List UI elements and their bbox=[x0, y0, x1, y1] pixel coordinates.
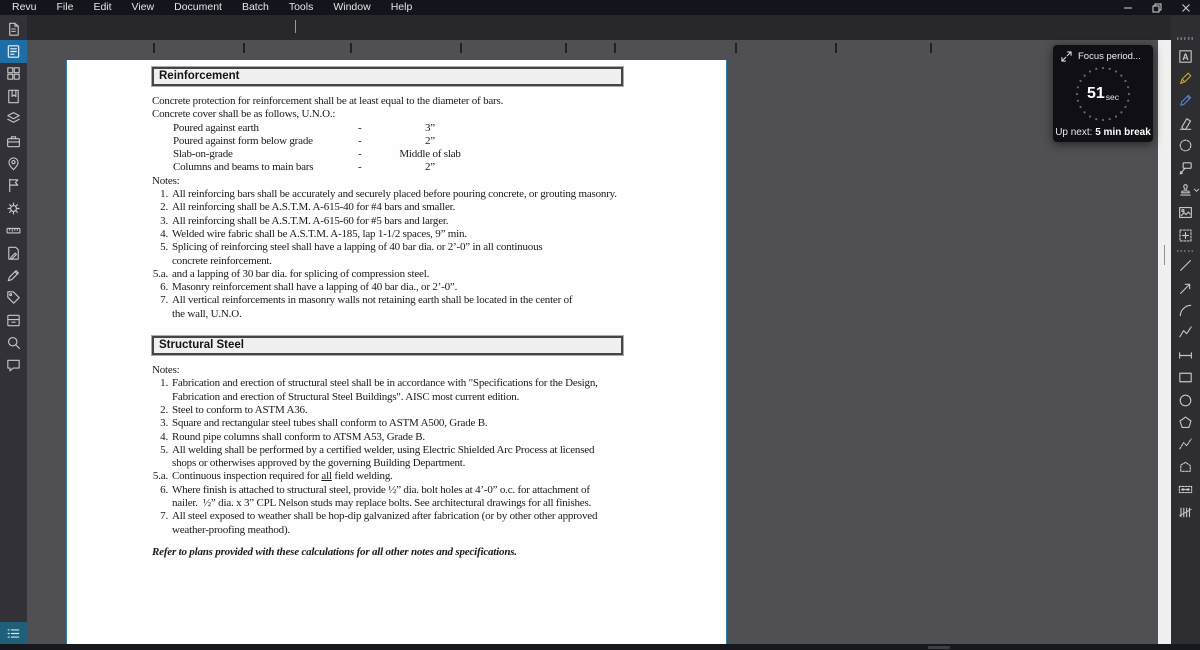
cover-label: Poured against earth bbox=[173, 121, 259, 134]
panels-grid[interactable] bbox=[0, 63, 27, 85]
cloud-icon bbox=[1177, 137, 1194, 154]
snapshot-icon bbox=[1177, 227, 1194, 244]
cover-value: Middle of slab bbox=[399, 148, 461, 161]
document-content bbox=[67, 60, 726, 644]
note-line: Masonry reinforcement shall have a lapping of 40 bar dia., or 2’-0”. bbox=[172, 281, 458, 294]
note-line: Fabrication and erection of structural steel shall be in accordance with "Specifications for the Design, bbox=[172, 377, 598, 390]
focus-timer-dial bbox=[1072, 63, 1134, 125]
stamp-tool[interactable] bbox=[1171, 179, 1200, 201]
eraser-icon bbox=[1177, 115, 1194, 132]
markups-edit-icon bbox=[5, 245, 22, 262]
markup-toolbar bbox=[1171, 15, 1200, 644]
signature-icon bbox=[5, 267, 22, 284]
flag-icon bbox=[5, 177, 22, 194]
note-text bbox=[172, 281, 457, 294]
arc-tool[interactable] bbox=[1171, 299, 1200, 321]
stamp-icon bbox=[1177, 182, 1194, 199]
note-line: All reinforcing bars shall be accurately and securely placed before pouring concrete, or grouting masonry. bbox=[172, 188, 617, 201]
spaces-panel[interactable] bbox=[0, 152, 27, 174]
note-number: 1. bbox=[160, 377, 168, 390]
note-number: 4. bbox=[160, 430, 168, 443]
pen-tool[interactable] bbox=[1171, 90, 1200, 112]
note-number: 4. bbox=[160, 227, 168, 240]
bookmarks-panel[interactable] bbox=[0, 85, 27, 107]
arrow-tool[interactable] bbox=[1171, 277, 1200, 299]
diameter-icon bbox=[1177, 481, 1194, 498]
cover-value: 2” bbox=[425, 134, 435, 147]
note-number: 7. bbox=[160, 294, 168, 307]
document-canvas bbox=[27, 40, 1158, 644]
callout-icon bbox=[1177, 160, 1194, 177]
menu-item-tools[interactable]: Tools bbox=[288, 1, 314, 13]
file-icon bbox=[5, 21, 22, 38]
note-text bbox=[172, 404, 307, 417]
note-item bbox=[67, 377, 726, 404]
chat-icon bbox=[5, 357, 22, 374]
ruler-tick bbox=[350, 43, 352, 53]
note-line: All welding shall be performed by a certified welder, using Electric Shielded Arc Process at licensed bbox=[172, 443, 595, 456]
perimeter-measure-tool[interactable] bbox=[1171, 434, 1200, 456]
toolchest-icon bbox=[5, 133, 22, 150]
tool-chest-panel[interactable] bbox=[0, 130, 27, 152]
callout-tool[interactable] bbox=[1171, 157, 1200, 179]
status-bar bbox=[0, 644, 1200, 650]
note-text bbox=[172, 188, 617, 201]
note-number: 6. bbox=[160, 281, 168, 294]
timer-readout bbox=[1072, 63, 1134, 125]
ellipse-tool[interactable] bbox=[1171, 389, 1200, 411]
note-item bbox=[67, 268, 726, 281]
focus-timer-widget[interactable] bbox=[1053, 45, 1153, 142]
ruler-tick bbox=[614, 43, 616, 53]
note-text bbox=[172, 484, 591, 511]
note-line: All reinforcing shall be A.S.T.M. A-615-60 for #5 bars and larger. bbox=[172, 214, 449, 227]
cover-separator: - bbox=[358, 134, 362, 147]
note-line: Continuous inspection required for all field welding. bbox=[172, 470, 393, 483]
left-sidebar bbox=[0, 15, 27, 644]
note-line: Welded wire fabric shall be A.S.T.M. A-185, lap 1-1/2 spaces, 9” min. bbox=[172, 227, 467, 240]
ruler-icon bbox=[5, 222, 22, 239]
note-item bbox=[67, 444, 726, 471]
menu-item-edit[interactable]: Edit bbox=[93, 1, 112, 13]
search-icon bbox=[5, 334, 22, 351]
notes-label: Notes: bbox=[152, 364, 180, 377]
perimeter-icon bbox=[1177, 436, 1194, 453]
markup-summary-panel[interactable] bbox=[0, 242, 27, 264]
count-icon bbox=[1177, 504, 1194, 521]
layers-icon bbox=[5, 110, 22, 127]
cover-table-row bbox=[173, 148, 726, 161]
note-item bbox=[67, 294, 726, 321]
section-heading: Reinforcement bbox=[152, 67, 623, 86]
note-number: 2. bbox=[160, 403, 168, 416]
note-number: 5. bbox=[160, 241, 168, 254]
note-text bbox=[172, 215, 448, 228]
tab-bar-divider bbox=[295, 20, 296, 33]
menu-item-file[interactable]: File bbox=[56, 1, 74, 13]
note-text bbox=[172, 294, 572, 321]
studio-chat-panel[interactable] bbox=[0, 354, 27, 376]
focus-up-next bbox=[1053, 127, 1153, 138]
expand-icon[interactable] bbox=[1061, 51, 1072, 62]
note-item bbox=[67, 417, 726, 430]
text-icon bbox=[1177, 48, 1194, 65]
polygon-icon bbox=[1177, 414, 1194, 431]
note-text bbox=[172, 201, 455, 214]
note-item bbox=[67, 470, 726, 483]
layers-panel[interactable] bbox=[0, 108, 27, 130]
paragraph-line: Concrete cover shall be as follows, U.N.O.: bbox=[152, 108, 336, 121]
note-text bbox=[172, 268, 429, 281]
length-icon bbox=[1177, 347, 1194, 364]
toolbar-drag-handle[interactable] bbox=[1177, 37, 1195, 40]
window-controls bbox=[1113, 0, 1200, 15]
tab-bar bbox=[27, 15, 1171, 40]
note-item bbox=[67, 228, 726, 241]
note-line: All steel exposed to weather shall be hop-dip galvanized after fabrication (or by other other approved bbox=[172, 510, 598, 523]
chevron-down-icon bbox=[1193, 188, 1200, 193]
note-line: concrete reinforcement. bbox=[172, 254, 272, 267]
signatures-panel[interactable] bbox=[0, 264, 27, 286]
menu-item-window[interactable]: Window bbox=[333, 1, 371, 13]
note-item bbox=[67, 201, 726, 214]
ruler-tick bbox=[460, 43, 462, 53]
cloud-tool[interactable] bbox=[1171, 135, 1200, 157]
rectangle-icon bbox=[1177, 369, 1194, 386]
note-line: Square and rectangular steel tubes shall conform to ASTM A500, Grade B. bbox=[172, 417, 488, 430]
note-line: All reinforcing shall be A.S.T.M. A-615-40 for #4 bars and smaller. bbox=[172, 201, 456, 214]
thumbnails-icon bbox=[5, 43, 22, 60]
properties-panel[interactable] bbox=[0, 197, 27, 219]
note-item bbox=[67, 188, 726, 201]
cover-label: Columns and beams to main bars bbox=[173, 161, 314, 174]
up-next-value: 5 min break bbox=[1095, 127, 1151, 138]
note-number: 2. bbox=[160, 201, 168, 214]
grid-icon bbox=[5, 65, 22, 82]
note-text bbox=[172, 417, 487, 430]
note-line: nailer. ½” dia. x 3” CPL Nelson studs may replace bolts. See architectural drawings for all finishes. bbox=[172, 497, 592, 510]
menu-item-document[interactable]: Document bbox=[174, 1, 222, 13]
note-text bbox=[172, 377, 598, 404]
note-text bbox=[172, 510, 597, 537]
note-line: shops or otherwises approved by the governing Building Department. bbox=[172, 457, 466, 470]
file-access-panel[interactable] bbox=[0, 18, 27, 40]
note-text bbox=[172, 241, 542, 268]
cover-label: Poured against form below grade bbox=[173, 134, 313, 147]
image-tool[interactable] bbox=[1171, 202, 1200, 224]
note-line: Splicing of reinforcing steel shall have a lapping of 40 bar dia. or 2’-0” in all continuous bbox=[172, 241, 543, 254]
polyline-icon bbox=[1177, 324, 1194, 341]
ruler-tick bbox=[930, 43, 932, 53]
highlighter-icon bbox=[1177, 70, 1194, 87]
pen-icon bbox=[1177, 92, 1194, 109]
note-item bbox=[67, 215, 726, 228]
note-number: 7. bbox=[160, 510, 168, 523]
highlighter-tool[interactable] bbox=[1171, 67, 1200, 89]
toolbar-separator bbox=[1177, 250, 1195, 252]
cover-table-row bbox=[173, 122, 726, 135]
section-heading: Structural Steel bbox=[152, 336, 623, 355]
line-icon bbox=[1177, 257, 1194, 274]
cover-value: 3” bbox=[425, 121, 435, 134]
cover-table-row bbox=[173, 135, 726, 148]
underlined-word: all bbox=[321, 470, 332, 483]
text-tool[interactable] bbox=[1171, 45, 1200, 67]
note-number: 5.a. bbox=[152, 470, 168, 483]
ruler-tick bbox=[243, 43, 245, 53]
note-number: 1. bbox=[160, 188, 168, 201]
cover-separator: - bbox=[358, 148, 362, 161]
note-item bbox=[67, 281, 726, 294]
diameter-measure-tool[interactable] bbox=[1171, 478, 1200, 500]
list-icon bbox=[5, 625, 22, 642]
arrow-icon bbox=[1177, 280, 1194, 297]
count-measure-tool[interactable] bbox=[1171, 501, 1200, 523]
note-line: Steel to conform to ASTM A36. bbox=[172, 403, 308, 416]
gear-icon bbox=[5, 200, 22, 217]
title-bar bbox=[0, 0, 1200, 15]
cover-label: Slab-on-grade bbox=[173, 148, 233, 161]
note-line: All vertical reinforcements in masonry walls not retaining earth shall be located in the center of bbox=[172, 294, 573, 307]
note-number: 3. bbox=[160, 417, 168, 430]
note-number: 5.a. bbox=[152, 267, 168, 280]
note-number: 6. bbox=[160, 483, 168, 496]
note-text bbox=[172, 470, 393, 483]
timer-value: 51 bbox=[1086, 85, 1105, 102]
line-tool[interactable] bbox=[1171, 255, 1200, 277]
note-text bbox=[172, 431, 425, 444]
polygon-tool[interactable] bbox=[1171, 411, 1200, 433]
menu-item-view[interactable]: View bbox=[131, 1, 155, 13]
close-icon bbox=[1181, 3, 1191, 13]
note-line: weather-proofing meathod). bbox=[172, 523, 290, 536]
tag-icon bbox=[5, 289, 22, 306]
ruler-tick bbox=[835, 43, 837, 53]
focus-widget-title: Focus period... bbox=[1078, 51, 1141, 62]
image-icon bbox=[1177, 204, 1194, 221]
spaces-icon bbox=[5, 155, 22, 172]
horizontal-scrollbar-thumb[interactable] bbox=[928, 646, 950, 649]
markup-flags-panel[interactable] bbox=[0, 175, 27, 197]
cover-separator: - bbox=[358, 161, 362, 174]
note-number: 5. bbox=[160, 443, 168, 456]
note-item bbox=[67, 510, 726, 537]
bookmark-icon bbox=[5, 88, 22, 105]
notes-label: Notes: bbox=[152, 174, 180, 187]
area-icon bbox=[1177, 459, 1194, 476]
polyline-tool[interactable] bbox=[1171, 322, 1200, 344]
pdf-page[interactable] bbox=[67, 60, 726, 644]
minimize-icon bbox=[1123, 3, 1133, 13]
ruler-tick bbox=[565, 43, 567, 53]
minimize-button[interactable] bbox=[1113, 0, 1142, 15]
timer-unit: sec bbox=[1105, 91, 1120, 102]
menu-item-batch[interactable]: Batch bbox=[241, 1, 269, 13]
eraser-tool[interactable] bbox=[1171, 112, 1200, 134]
sets-panel[interactable] bbox=[0, 309, 27, 331]
vertical-scrollbar-grip[interactable] bbox=[1164, 245, 1165, 265]
rectangle-tool[interactable] bbox=[1171, 366, 1200, 388]
restore-icon bbox=[1152, 3, 1162, 13]
menu-bar bbox=[0, 0, 422, 15]
note-text bbox=[172, 444, 594, 471]
close-button[interactable] bbox=[1171, 0, 1200, 15]
focus-widget-header bbox=[1053, 45, 1153, 62]
drawer-icon bbox=[5, 312, 22, 329]
markups-list-toggle[interactable] bbox=[0, 622, 27, 644]
area-measure-tool[interactable] bbox=[1171, 456, 1200, 478]
thumbnails-panel[interactable] bbox=[0, 40, 27, 62]
cover-value: 2” bbox=[425, 161, 435, 174]
document-footer-note: Refer to plans provided with these calculations for all other notes and specifications. bbox=[152, 545, 517, 558]
svg-text:A: A bbox=[1182, 51, 1189, 62]
note-line: the wall, U.N.O. bbox=[172, 307, 242, 320]
tags-panel[interactable] bbox=[0, 287, 27, 309]
note-item bbox=[67, 484, 726, 511]
note-item bbox=[67, 241, 726, 268]
snapshot-tool[interactable] bbox=[1171, 224, 1200, 246]
note-text bbox=[172, 228, 467, 241]
menu-item-help[interactable]: Help bbox=[390, 1, 413, 13]
ruler-tick bbox=[153, 43, 155, 53]
note-line: Round pipe columns shall conform to ATSM A53, Grade B. bbox=[172, 430, 425, 443]
measurements-panel[interactable] bbox=[0, 220, 27, 242]
note-number: 3. bbox=[160, 214, 168, 227]
note-item bbox=[67, 404, 726, 417]
up-next-label: Up next: bbox=[1055, 127, 1093, 138]
cover-table-row bbox=[173, 161, 726, 174]
restore-button[interactable] bbox=[1142, 0, 1171, 15]
note-line: and a lapping of 30 bar dia. for splicing of compression steel. bbox=[172, 267, 430, 280]
ellipse-icon bbox=[1177, 392, 1194, 409]
search-panel[interactable] bbox=[0, 331, 27, 353]
note-item bbox=[67, 431, 726, 444]
vertical-scrollbar[interactable] bbox=[1158, 40, 1171, 644]
arc-icon bbox=[1177, 302, 1194, 319]
menu-item-revu[interactable]: Revu bbox=[12, 1, 37, 13]
paragraph-line: Concrete protection for reinforcement shall be at least equal to the diameter of bars. bbox=[152, 95, 504, 107]
cover-separator: - bbox=[358, 121, 362, 134]
ruler-tick bbox=[735, 43, 737, 53]
note-line: Where finish is attached to structural steel, provide ½” dia. bolt holes at 4’-0” o.c. for attachment of bbox=[172, 483, 590, 496]
length-measure-tool[interactable] bbox=[1171, 344, 1200, 366]
note-line: Fabrication and erection of Structural Steel Buildings". AISC most current edition. bbox=[172, 390, 520, 403]
